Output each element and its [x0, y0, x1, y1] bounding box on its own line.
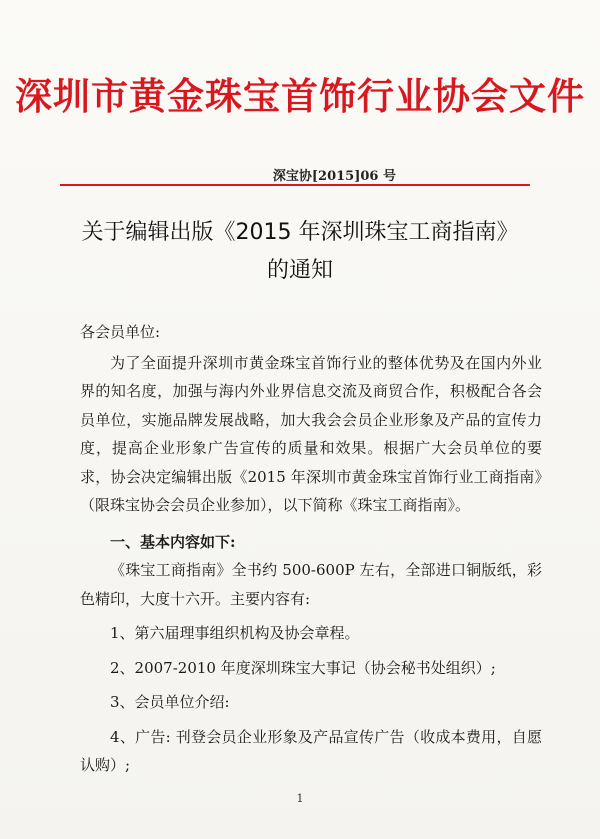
list-item: 1、第六届理事组织机构及协会章程。 [110, 624, 360, 642]
letterhead-title: 深圳市黄金珠宝首饰行业协会文件 [15, 74, 585, 118]
section-paragraph: 《珠宝工商指南》全书约 500-600P 左右，全部进口铜版纸，彩色精印，大度十六开。主要内容有: [80, 561, 542, 608]
document-number: 深宝协[2015]06 号 [272, 169, 396, 184]
notice-title-line-2: 的通知 [266, 258, 333, 283]
list-item: 3、会员单位介绍: [110, 693, 230, 711]
intro-paragraph: 为了全面提升深圳市黄金珠宝首饰行业的整体优势及在国内外业界的知名度，加强与海内外业界信息交流及商贸合作，积极配合各会员单位，实施品牌发展战略，加大我会会员企业形象及产品的宣传力度，提高企业形象广告宣传的质量和效果。根据广大会员单位的要求，协会决定编辑出版《2015 年深圳市黄金珠宝首饰行业工商指南》（限珠宝协会会员企业参加），以下简称《珠宝工商指南》。 [80, 353, 542, 514]
red-divider-line [60, 184, 530, 186]
list-item: 4、广告: 刊登会员企业形象及产品宣传广告（收成本费用，自愿认购）; [80, 727, 542, 774]
notice-title-line-1: 关于编辑出版《2015 年深圳珠宝工商指南》 [81, 220, 519, 245]
page-number: 1 [296, 792, 304, 805]
notice-body [80, 318, 542, 780]
salutation: 各会员单位: [80, 323, 161, 341]
list-item: 2、2007-2010 年度深圳珠宝大事记（协会秘书处组织）; [110, 658, 496, 677]
section-heading-basic-content: 一、基本内容如下: [110, 532, 236, 551]
notice-title [0, 214, 600, 290]
